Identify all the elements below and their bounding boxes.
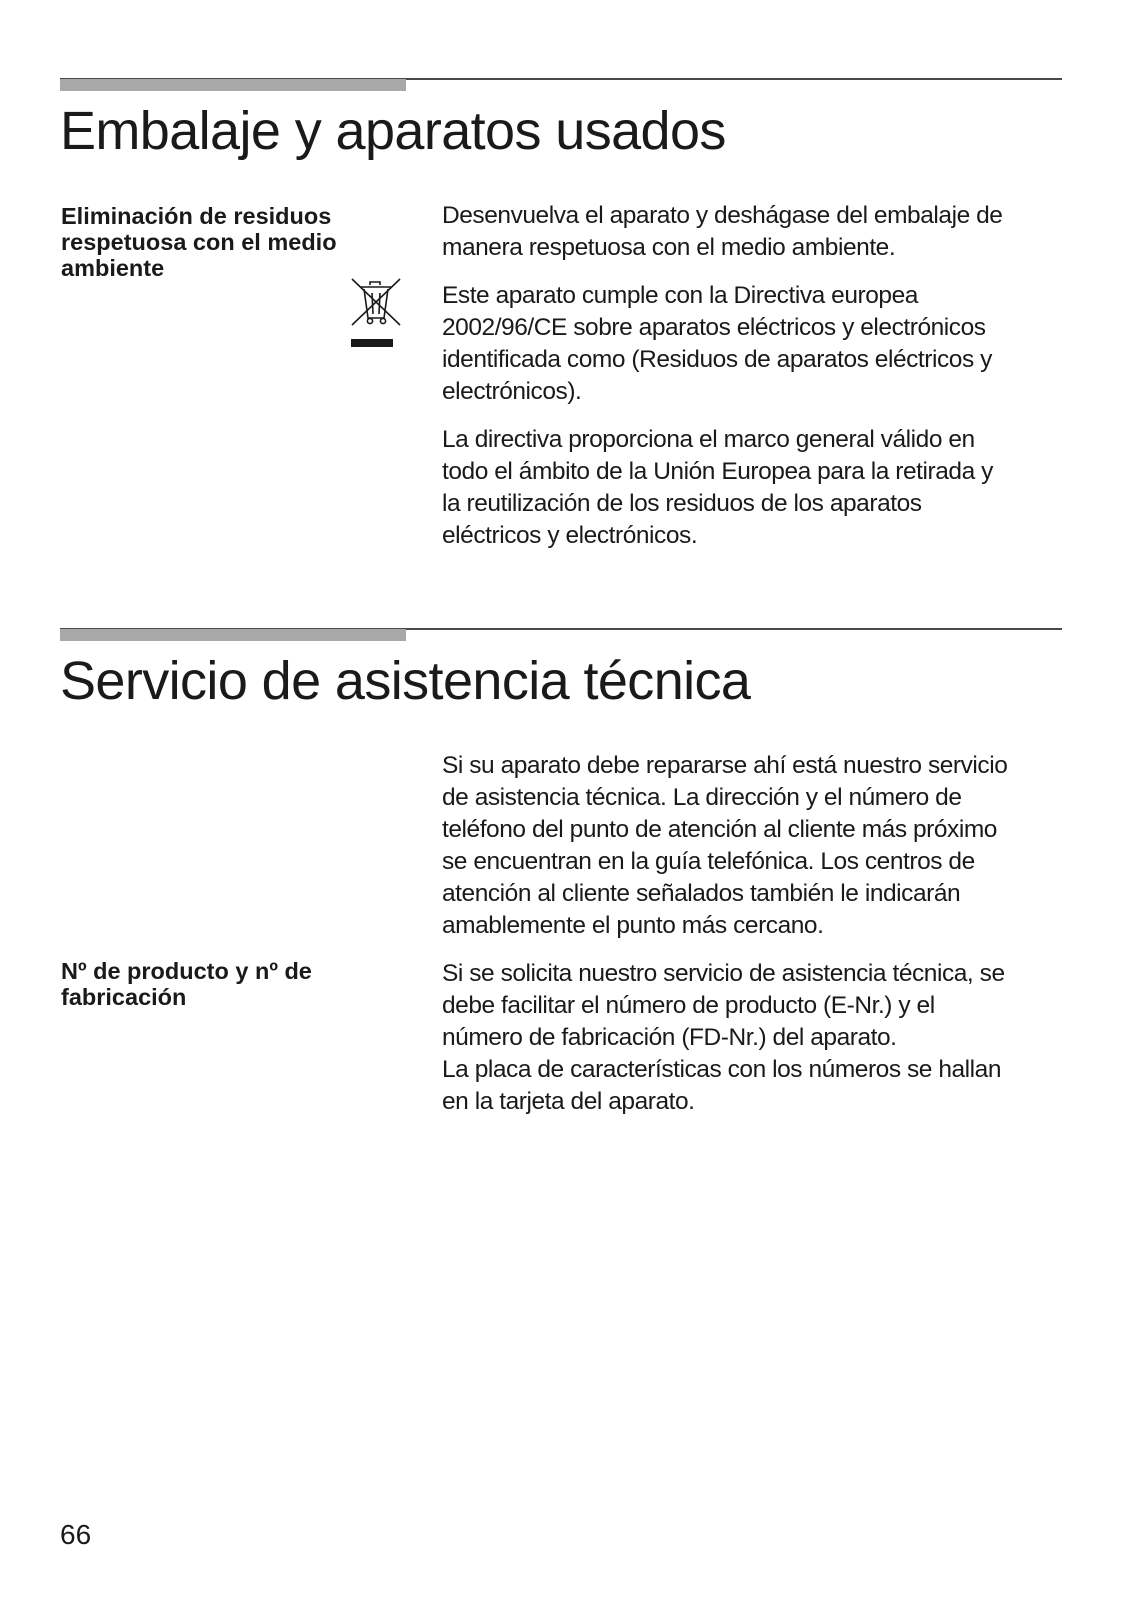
section-rule [60,628,1062,642]
paragraph-unpack [442,200,1067,264]
text-line: La placa de características con los números se hallan [442,1056,1002,1083]
side-label-line: Eliminación de residuos [61,203,332,229]
text-line: de asistencia técnica. La dirección y el número de [442,784,962,811]
rule-bar [60,79,406,91]
text-line: Si su aparato debe repararse ahí está nuestro servicio [442,752,1008,779]
text-line: electrónicos). [442,378,582,405]
side-label-line: respetuosa con el medio [61,229,337,255]
body-column-service [442,750,1067,1134]
text-line: la reutilización de los residuos de los aparatos [442,490,922,517]
text-line: manera respetuosa con el medio ambiente. [442,234,896,261]
text-line: amablemente el punto más cercano. [442,912,824,939]
text-line: Este aparato cumple con la Directiva europea [442,282,918,309]
weee-crossed-bin-icon [350,278,402,354]
paragraph-framework [442,424,1067,552]
text-line: 2002/96/CE sobre aparatos eléctricos y electrónicos [442,314,986,341]
side-label-waste-disposal [61,203,381,281]
text-line: eléctricos y electrónicos. [442,522,698,549]
section-title-service: Servicio de asistencia técnica [60,651,751,711]
text-line: teléfono del punto de atención al cliente más próximo [442,816,997,843]
side-label-line: ambiente [61,255,165,281]
section-title-packaging: Embalaje y aparatos usados [60,101,726,161]
text-line: Desenvuelva el aparato y deshágase del embalaje de [442,202,1003,229]
side-label-line: Nº de producto y nº de [61,958,312,984]
section-rule [60,78,1062,92]
body-column-packaging [442,200,1067,568]
text-line: número de fabricación (FD-Nr.) del aparato. [442,1024,897,1051]
page-number: 66 [60,1519,92,1550]
rule-bar [60,629,406,641]
text-line: atención al cliente señalados también le indicarán [442,880,961,907]
paragraph-directive [442,280,1067,408]
text-line: todo el ámbito de la Unión Europea para la retirada y [442,458,993,485]
paragraph-service-info [442,750,1067,942]
side-label-product-number [61,958,381,1010]
text-line: La directiva proporciona el marco general válido en [442,426,975,453]
text-line: debe facilitar el número de producto (E-Nr.) y el [442,992,935,1019]
text-line: en la tarjeta del aparato. [442,1088,695,1115]
text-line: Si se solicita nuestro servicio de asistencia técnica, se [442,960,1005,987]
text-line: identificada como (Residuos de aparatos eléctricos y [442,346,992,373]
side-label-line: fabricación [61,984,187,1010]
text-line: se encuentran en la guía telefónica. Los centros de [442,848,975,875]
paragraph-product-numbers [442,958,1067,1118]
